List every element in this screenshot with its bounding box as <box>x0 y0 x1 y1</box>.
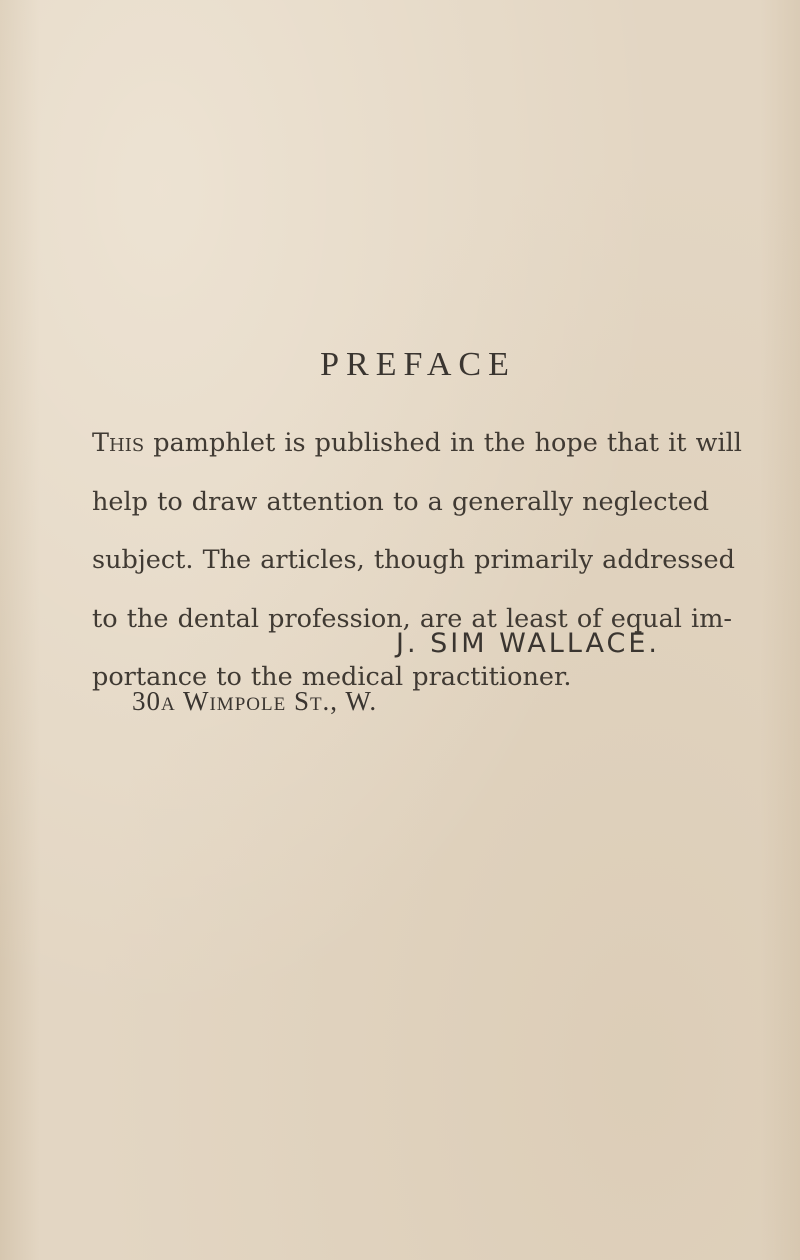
paragraph-line <box>92 414 742 473</box>
paragraph-line: help to draw attention to a generally neglected <box>92 486 710 517</box>
page-title: PREFACE <box>320 346 516 383</box>
paragraph-line-text: pamphlet is published in the hope that it will <box>144 428 742 458</box>
preface-paragraph <box>92 414 742 707</box>
paragraph-line: subject. The articles, though primarily addressed <box>92 545 735 575</box>
author-address: 30a Wimpole St., W. <box>132 686 378 716</box>
paragraph-line: to the dental profession, are at least of equal im- <box>92 603 733 634</box>
first-word: This <box>92 428 145 458</box>
author-signature: J. SIM WALLACE. <box>396 628 660 659</box>
paragraph-line: portance to the medical practitioner. <box>92 662 572 692</box>
